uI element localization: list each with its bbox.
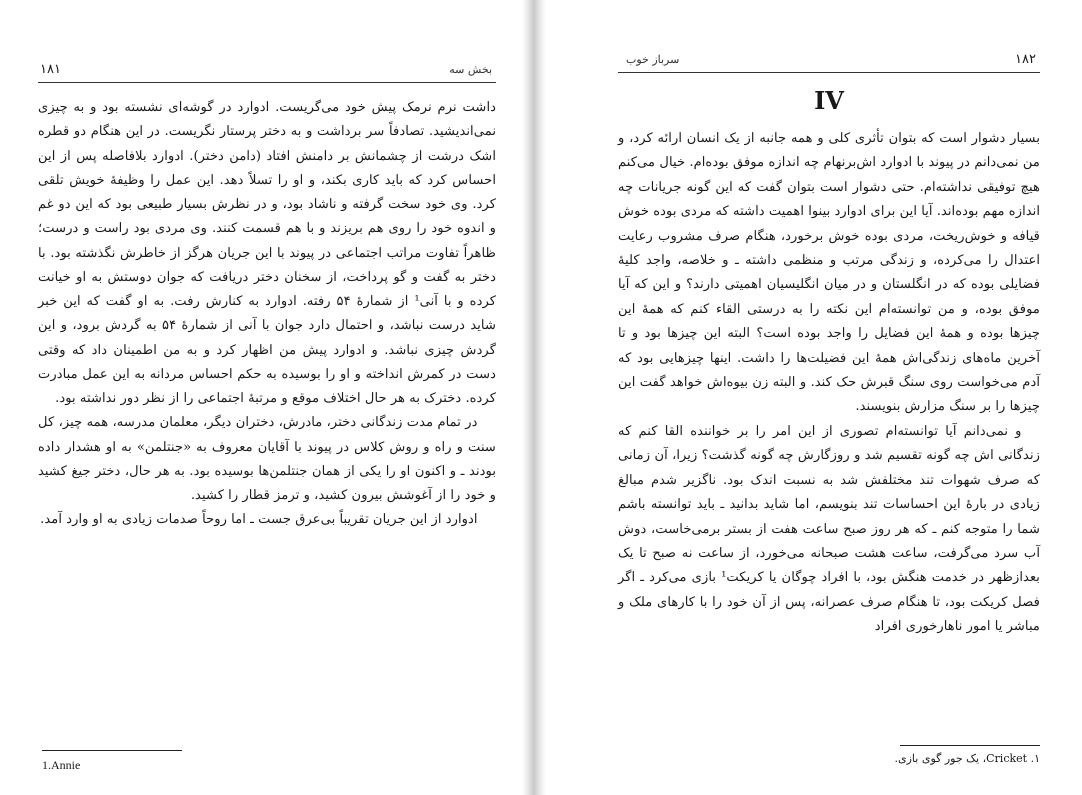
footnote-rule (900, 745, 1040, 746)
running-title: سرباز خوب (626, 53, 680, 66)
right-page (618, 0, 1040, 795)
page-number: ۱۸۱ (40, 62, 61, 77)
body-text (38, 96, 496, 533)
running-header (618, 52, 1040, 73)
book-gutter (522, 0, 546, 795)
footnote-rule (42, 750, 182, 751)
footnote: 1.Annie (42, 758, 81, 772)
running-title: بخش سه (449, 63, 492, 76)
running-header (38, 62, 496, 83)
chapter-heading: IV (814, 86, 844, 115)
paragraph: و نمی‌دانم آیا توانسته‌ام تصوری از این امر را بر خواننده القا کنم که زندگانی اش چه گونه تقسیم شد و روزگارش چه گونه گذشت؟ زیرا، آن زمانی که صرف شهوات تند مختلفش شد به نسبت اندک بود. ناگزیر شدم مبالغ زیادی در بارهٔ این احساسات تند بنویسم، اما شاید بدانید ـ باید توانسته باشم شما را متوجه کنم ـ که هر روز صبح ساعت هفت از بستر برمی‌خاست، دوش آب سرد می‌گرفت، ساعت هشت صبحانه می‌خورد، از ساعت نه صبح تا یک بعدازظهر در خدمت هنگش بود، با افراد چوگان یا کریکت¹ بازی می‌کرد ـ اگر فصل کریکت بود، تا هنگام صرف عصرانه، پس از آن خود را با کارهای ملک و مباشر یا امور ناهارخوری افراد (618, 423, 1040, 635)
paragraph: ادوارد از این جریان تقریباً بی‌عرق جست ـ اما روحاً صدمات زیادی به او وارد آمد. (40, 512, 478, 528)
paragraph: بسیار دشوار است که بتوان تأثری کلی و همه جانبه از یک انسان ارائه کرد، و من نمی‌دانم در پیوند با ادوارد اش‌برنهام چه اندازه موفق بوده‌ام. خیال می‌کنم هیچ توفیقی نداشته‌ام. حتی دشوار است بتوان گفت که این گونه جریانات چه اندازه مهم بوده‌اند. آیا این برای ادوارد بینوا اهمیت داشته که مردی بوده خوش قیافه و خوش‌ریخت، مردی بوده خوش برخورد، هنگام صرف مشروب رعایت اعتدال را می‌کرده، و زندگی مرتب و منظمی داشته ـ و خلاصه، واجد کلیهٔ فضایلی بوده که در انگلستان و در میان انگلیسیان اهمیتی دارند؟ و این که آیا موفق بوده، و من توانسته‌ام این نکته را به درستی القاء کنم که همهٔ این چیزها بوده و همهٔ این فضایل را واجد بوده است؟ البته این چیزها بود و تا آخرین ماه‌های زندگی‌اش همهٔ این فضیلت‌ها را داشت. اینها چیزهایی بود که آدم می‌خواست روی سنگ قبرش حک کند. و البته زن بیوه‌اش خواهد گفت این چیزها را بر سنگ مزارش بنویسند. (618, 131, 1040, 415)
paragraph: در تمام مدت زندگانی دختر، مادرش، دختران دیگر، معلمان مدرسه، همه چیز، کل سنت و راه و روش کلاس در پیوند با آقایان معروف به «جنتلمن» به او هشدار داده بودند ـ و اکنون او را یکی از همان جنتلمن‌ها بوسیده بود. به هر حال، دختر جیغ کشید و خود را از آغوشش بیرون کشید، و ترمز قطار را کشید. (38, 415, 496, 503)
footnote: ۱. Cricket، یک جور گوی بازی. (894, 752, 1040, 765)
page-number: ۱۸۲ (1015, 52, 1036, 67)
left-page (38, 0, 496, 795)
paragraph: داشت نرم نرمک پیش خود می‌گریست. ادوارد در گوشه‌ای نشسته بود و به چیزی نمی‌اندیشید. تصادفاً سر برداشت و به دختر پرستار نگریست. در این هنگام دو قطره اشک درشت از چشمانش بر دامنش افتاد (دامن دختر). ادوارد بلافاصله پس از این احساس کرد که باید کاری بکند، و او را تسلاً دهد. این عمل را وظیفهٔ خویش تلقی کرد. وی خود سخت گرفته و ناشاد بود، و در نظرش بسیار طبیعی بود که این دو غم و اندوه خود را روی هم بریزند و با هم قسمت کنند. وی مردی بود راست و درست؛ ظاهراً تفاوت مراتب اجتماعی در پیوند با این جریان هرگز از خاطرش نگذشته بود. با دختر به گفت و گو پرداخت، از سخنان دختر دریافت که جوان دوستش به او خیانت کرده و با آنی¹ از شمارهٔ ۵۴ رفته. ادوارد به کنارش رفت. به او گفت که این خبر شاید درست نباشد، و احتمال دارد جوان با آنی از شمارهٔ ۵۴ به گردش برود، و این گردش چیزی نباشد. و ادوارد پیش من اظهار کرد و به من اطمینان داد که وقتی دست در کمرش انداخته و او را بوسیده به حکم احساس مردانه به این عمل مبادرت کرده. دخترک به هر حال اختلاف موقع و مرتبهٔ اجتماعی را از نظر دور نداشته بود. (38, 100, 497, 406)
body-text (618, 127, 1040, 640)
